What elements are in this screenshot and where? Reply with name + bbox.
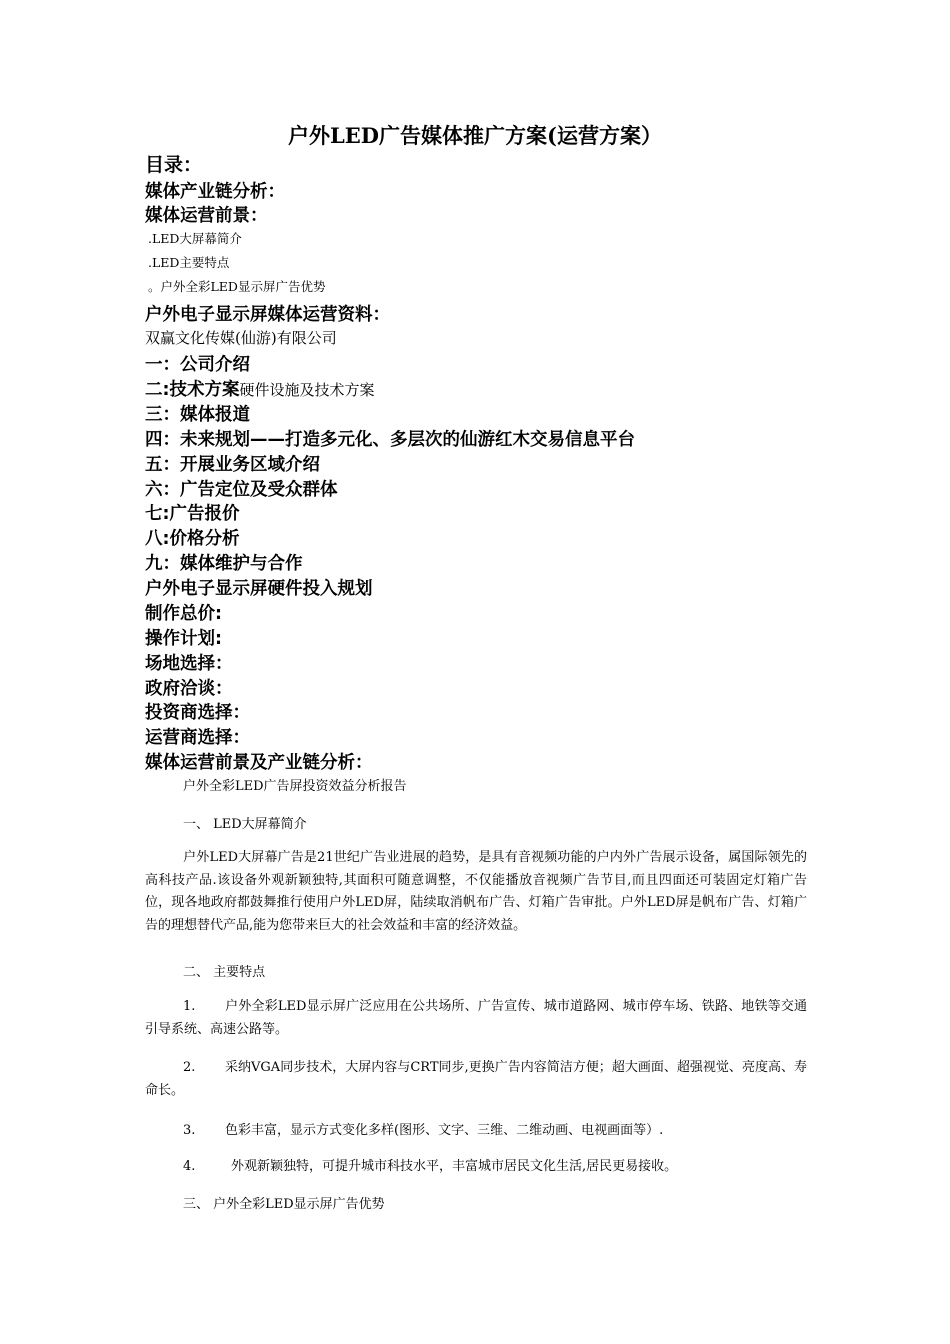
toc-chapter — [145, 376, 375, 401]
toc-chapter: 操作计划: — [145, 629, 222, 649]
toc-chapter: 一：公司介绍 — [145, 355, 250, 375]
feature-item — [145, 1057, 807, 1102]
toc-chapter: 八:价格分析 — [145, 529, 240, 549]
section-heading: 一、 LED大屏幕简介 — [183, 817, 307, 832]
feature-number: 2. — [183, 1060, 196, 1075]
toc-chapter: 投资商选择： — [145, 703, 250, 723]
toc-chapter-label: 二:技术方案 — [145, 380, 240, 400]
paragraph — [145, 847, 807, 937]
toc-chapter: 九：媒体维护与合作 — [145, 554, 303, 574]
toc-chapter: 四：未来规划——打造多元化、多层次的仙游红木交易信息平台 — [145, 430, 635, 450]
feature-text: 色彩丰富，显示方式变化多样(图形、文字、三维、二维动画、电视画面等）. — [225, 1123, 664, 1138]
toc-chapter: 五：开展业务区域介绍 — [145, 455, 320, 475]
toc-sub-item: .LED大屏幕简介 — [148, 231, 242, 246]
toc-sub-item: 。户外全彩LED显示屏广告优势 — [148, 279, 326, 294]
toc-chapter: 媒体运营前景及产业链分析： — [145, 753, 373, 773]
feature-text: 采纳VGA同步技术，大屏内容与CRT同步,更换广告内容简洁方便；超大画面、超强视觉、亮度高、寿命长。 — [145, 1060, 807, 1098]
toc-sub-item: .LED主要特点 — [148, 255, 230, 270]
toc-chapter: 六：广告定位及受众群体 — [145, 480, 338, 500]
section-heading: 三、 户外全彩LED显示屏广告优势 — [183, 1197, 385, 1212]
feature-text: 户外全彩LED显示屏广泛应用在公共场所、广告宣传、城市道路网、城市停车场、铁路、地铁等交通引导系统、高速公路等。 — [145, 999, 807, 1037]
feature-number: 1. — [183, 999, 196, 1014]
toc-chapter: 三：媒体报道 — [145, 405, 250, 425]
toc-chapter-suffix: 硬件设施及技术方案 — [239, 381, 375, 399]
toc-section-title: 户外电子显示屏媒体运营资料： — [145, 305, 390, 325]
feature-number: 4. — [183, 1159, 196, 1174]
toc-heading: 目录： — [145, 154, 203, 176]
toc-chapter: 政府洽谈： — [145, 679, 233, 699]
toc-chapter: 七:广告报价 — [145, 504, 240, 524]
paragraph-text: 户外LED大屏幕广告是21世纪广告业进展的趋势，是具有音视频功能的户内外广告展示设备，属国际领先的高科技产品.该设备外观新颖独特,其面积可随意调整，不仅能播放音视频广告节目,而且四面还可装固定灯箱广告位，现各地政府都鼓舞推行使用户外LED屏，陆续取消帆布广告、灯箱广告审批。户外LED屏是帆布广告、灯箱广告的理想替代产品,能为您带来巨大的社会效益和丰富的经济效益。 — [145, 850, 807, 933]
company-name: 双赢文化传媒(仙游)有限公司 — [145, 329, 337, 347]
toc-chapter: 场地选择： — [145, 654, 233, 674]
report-title: 户外全彩LED广告屏投资效益分析报告 — [183, 779, 407, 794]
feature-number: 3. — [183, 1123, 196, 1138]
section-heading: 二、 主要特点 — [183, 965, 266, 980]
feature-item — [145, 996, 807, 1041]
toc-chapter: 户外电子显示屏硬件投入规划 — [145, 579, 373, 599]
document-title: 户外LED广告媒体推广方案(运营方案） — [288, 123, 662, 148]
feature-item — [145, 1120, 807, 1143]
toc-item: 媒体产业链分析： — [145, 182, 285, 202]
feature-text: 外观新颖独特，可提升城市科技水平，丰富城市居民文化生活,居民更易接收。 — [231, 1159, 678, 1174]
toc-item: 媒体运营前景： — [145, 206, 268, 226]
feature-item — [145, 1156, 807, 1179]
toc-chapter: 制作总价: — [145, 604, 222, 624]
toc-chapter: 运营商选择： — [145, 728, 250, 748]
